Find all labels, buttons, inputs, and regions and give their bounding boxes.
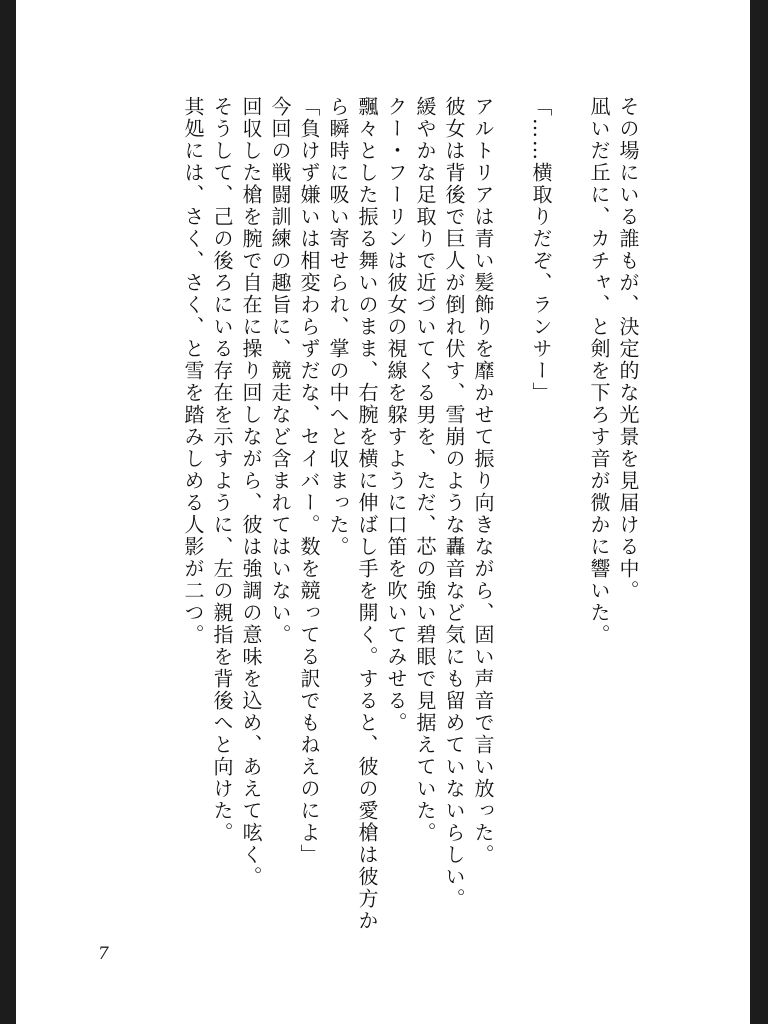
text-line: その場にいる誰もが、決定的な光景を見届ける中。 (616, 96, 640, 602)
text-line: ら瞬時に吸い寄せられ、掌の中へと収まった。 (326, 96, 350, 558)
text-line: 回収した槍を腕で自在に操り回しながら、彼は強調の意味を込め、あえて呟く。 (239, 96, 263, 888)
text-line: アルトリアは青い髪飾りを靡かせて振り向きながら、固い声音で言い放った。 (471, 96, 495, 866)
book-page (16, 0, 750, 1024)
dialogue-line: 「……横取りだぞ、ランサー」 (529, 96, 553, 404)
novel-text (82, 96, 642, 932)
blank-line (497, 96, 526, 916)
page-number: 7 (98, 944, 109, 964)
text-line: そうして、己の後ろにいる存在を示すように、左の親指を背後へと向けた。 (210, 96, 234, 844)
dialogue-line: 「負けず嫌いは相変わらずだな、セイバー。数を競ってる訳でもねえのによ」 (297, 96, 321, 866)
blank-line (555, 96, 584, 916)
text-line: 凪いだ丘に、カチャ、と剣を下ろす音が微かに響いた。 (587, 96, 611, 646)
text-line: 飄々とした振る舞いのまま、右腕を横に伸ばし手を開く。すると、彼の愛槍は彼方か (355, 96, 379, 932)
text-line: 今回の戦闘訓練の趣旨に、競走など含まれてはいない。 (268, 96, 292, 646)
text-line: 緩やかな足取りで近づいてくる男を、ただ、芯の強い碧眼で見据えていた。 (413, 96, 437, 844)
text-line: クー・フーリンは彼女の視線を躱すように口笛を吹いてみせる。 (384, 96, 408, 734)
text-line: 其処には、さく、さく、と雪を踏みしめる人影が二つ。 (181, 96, 205, 646)
text-line: 彼女は背後で巨人が倒れ伏す、雪崩のような轟音など気にも留めていないらしい。 (442, 96, 466, 910)
